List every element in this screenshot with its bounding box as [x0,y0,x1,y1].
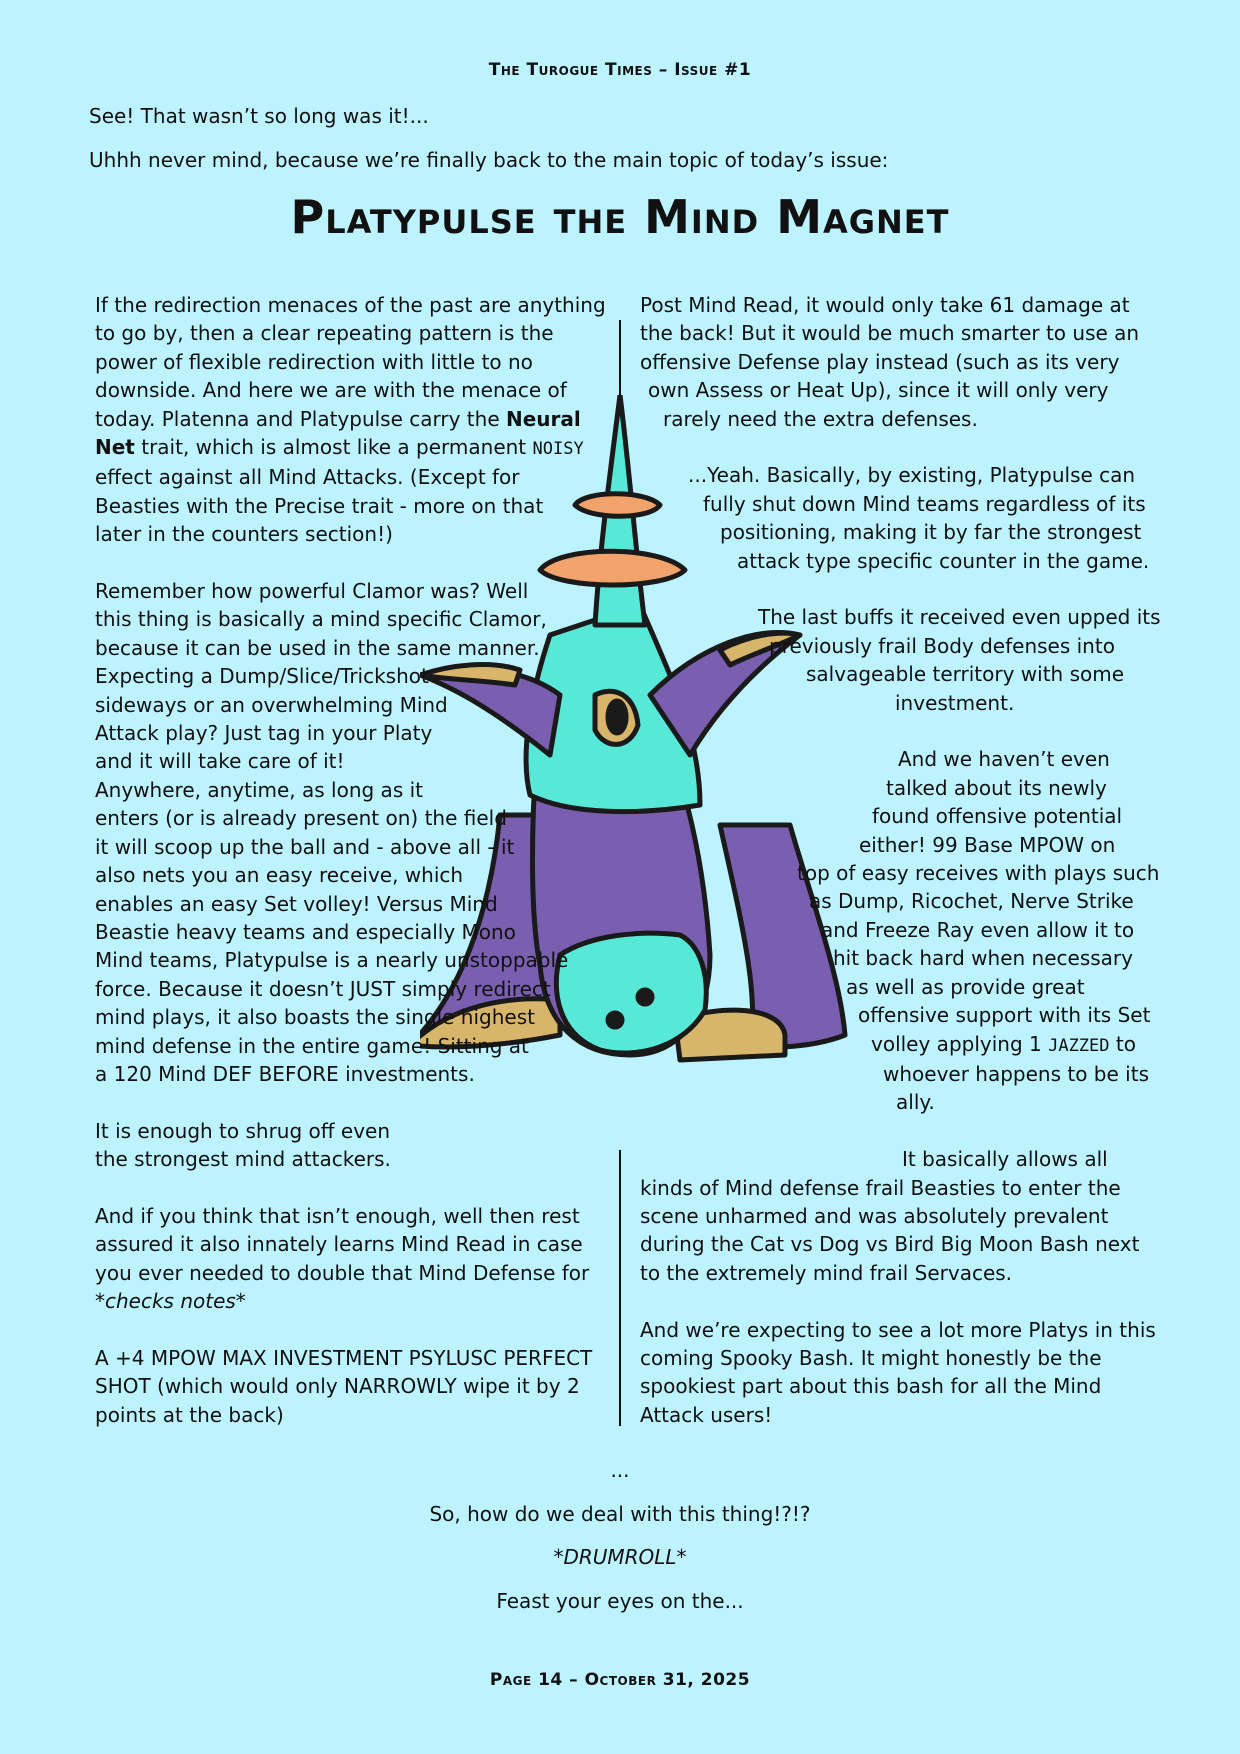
left-column-text-line: enters (or is already present on) the field [95,806,507,831]
right-column-text-line: found offensive potential [872,804,1123,829]
bold-keyword: Neural [505,406,581,431]
right-column-paragraph-gap [640,1117,1160,1145]
left-column-text-line: a 120 Mind DEF BEFORE investments. [95,1061,475,1086]
right-column-text-line: fully shut down Mind teams regardless of its [703,491,1146,516]
left-column-text-line: Mind teams, Platypulse is a nearly unstoppable [95,948,569,973]
closing-ellipsis: ... [610,1458,630,1482]
intro-line-2: Uhhh never mind, because we’re finally back to the main topic of today’s issue: [89,148,889,172]
text-segment: to [1109,1031,1136,1056]
left-column-text-line: also nets you an easy receive, which [95,863,464,888]
right-column-text-line: investment. [895,690,1015,715]
right-column-text-line: spookiest part about this bash for all the Mind [640,1374,1102,1399]
left-column-text-line: If the redirection menaces of the past are anything [95,293,606,317]
right-column-text-line: offensive support with its Set [858,1003,1151,1028]
text-segment: volley applying 1 [871,1031,1049,1056]
left-column-text-line: you ever needed to double that Mind Defense for [95,1260,590,1285]
right-column-text-line: hit back hard when necessary [833,946,1133,971]
column-divider-bottom [619,1150,621,1426]
left-column-text-line [95,433,615,463]
closing-teaser: Feast your eyes on the... [496,1589,744,1613]
right-column-text-line: rarely need the extra defenses. [663,406,978,431]
right-column-text-line: coming Spooky Bash. It might honestly be the [640,1345,1102,1370]
intro-line-1: See! That wasn’t so long was it!... [89,104,429,128]
left-column-text-line: enables an easy Set volley! Versus Mind [95,891,498,916]
left-column-text-line: It is enough to shrug off even [95,1118,391,1143]
right-column-paragraph-gap [640,717,1160,745]
left-column-text-line: power of flexible redirection with little to no [95,349,533,374]
right-column-text-line: ...Yeah. Basically, by existing, Platypulse can [688,463,1136,488]
status-keyword: JAZZED [1048,1035,1110,1056]
left-column-text-line: the strongest mind attackers. [95,1147,391,1172]
closing-drumroll: *DRUMROLL* [553,1545,687,1569]
right-column-text-line: whoever happens to be its [883,1061,1149,1086]
text-segment: trait, which is almost like a permanent [134,435,533,460]
bold-keyword: Net [95,435,135,460]
right-column-text-line: Attack users! [640,1402,773,1427]
left-column-text-line: later in the counters section!) [95,522,393,547]
left-column-paragraph-gap [95,549,615,577]
left-column-text-line: Beasties with the Precise trait - more on that [95,493,544,518]
right-column-text-line: And we haven’t even [898,747,1110,772]
left-column-text-line: points at the back) [95,1402,284,1427]
left-column-text-line: effect against all Mind Attacks. (Except for [95,465,520,490]
left-column-text-line: Attack play? Just tag in your Platy [95,721,433,746]
right-column-text-line: talked about its newly [886,775,1107,800]
text-segment: *checks notes* [95,1289,246,1314]
left-column-text-line: Beastie heavy teams and especially Mono [95,919,516,944]
left-column-text-line: SHOT (which would only NARROWLY wipe it by 2 [95,1374,580,1399]
left-column-text-line: assured it also innately learns Mind Read in case [95,1232,583,1257]
right-column-paragraph-gap [640,575,1160,603]
left-column [95,291,615,1429]
left-column-text-line: to go by, then a clear repeating pattern is the [95,321,554,346]
right-column-text-line: the back! But it would be much smarter to use an [640,321,1140,346]
left-column-text-line: Anywhere, anytime, as long as it [95,777,423,802]
right-column-text-line: And we’re expecting to see a lot more Platys in this [640,1317,1156,1342]
article-title: Platypulse the Mind Magnet [290,190,950,244]
masthead: The Turogue Times – Issue #1 [488,60,752,80]
right-column-text-line: salvageable territory with some [806,662,1125,687]
right-column-text-line: previously frail Body defenses into [769,633,1115,658]
status-keyword: NOISY [532,439,584,460]
right-column-text-line: attack type specific counter in the game. [737,548,1150,573]
right-column-text-line: The last buffs it received even upped its [758,605,1161,630]
closing-question: So, how do we deal with this thing!?!? [429,1502,811,1526]
left-column-text-line: and it will take care of it! [95,749,345,774]
left-column-paragraph-gap [95,1316,615,1344]
right-column-text-line: as well as provide great [846,974,1085,999]
right-column-text-line: own Assess or Heat Up), since it will only very [648,378,1109,403]
left-column-text-line: it will scoop up the ball and - above all - it [95,834,515,859]
right-column-text-line: as Dump, Ricochet, Nerve Strike [809,889,1134,914]
right-column-text-line: offensive Defense play instead (such as its very [640,349,1120,374]
left-column-text-line: Expecting a Dump/Slice/Trickshot [95,664,429,689]
left-column-text-line [95,1287,615,1315]
right-column-text-line: during the Cat vs Dog vs Bird Big Moon Bash next [640,1232,1140,1257]
right-column-text-line: to the extremely mind frail Servaces. [640,1260,1013,1285]
right-column-text-line: either! 99 Base MPOW on [859,832,1116,857]
right-column-text-line: positioning, making it by far the strongest [720,520,1142,545]
left-column-text-line: A +4 MPOW MAX INVESTMENT PSYLUSC PERFECT [95,1345,593,1370]
page-footer: Page 14 – October 31, 2025 [489,1670,751,1690]
right-column-text-line: Post Mind Read, it would only take 61 damage at [640,293,1130,317]
left-column-text-line [95,405,615,433]
text-segment: today. Platenna and Platypulse carry the [95,406,506,431]
right-column [640,291,1160,1429]
left-column-text-line: mind defense in the entire game! Sitting at [95,1033,529,1058]
right-column-text-line: and Freeze Ray even allow it to [821,917,1135,942]
left-column-text-line: force. Because it doesn’t JUST simply redirect [95,976,551,1001]
left-column-paragraph-gap [95,1088,615,1116]
right-column-text-line: top of easy receives with plays such [797,861,1160,886]
right-column-text-line: ally. [896,1090,935,1115]
left-column-paragraph-gap [95,1174,615,1202]
left-column-text-line: mind plays, it also boasts the single highest [95,1005,535,1030]
left-column-text-line: because it can be used in the same manner. [95,635,540,660]
left-column-text-line: And if you think that isn’t enough, well then rest [95,1203,580,1228]
left-column-text-line: Remember how powerful Clamor was? Well [95,579,529,604]
right-column-text-line: It basically allows all [902,1147,1108,1172]
right-column-paragraph-gap [640,1287,1160,1315]
right-column-text-line: scene unharmed and was absolutely prevalent [640,1203,1109,1228]
right-column-text-line: kinds of Mind defense frail Beasties to enter the [640,1175,1121,1200]
left-column-text-line: sideways or an overwhelming Mind [95,692,448,717]
right-column-text-line [640,1030,1160,1060]
left-column-text-line: downside. And here we are with the menace of [95,378,567,403]
right-column-paragraph-gap [640,433,1160,461]
left-column-text-line: this thing is basically a mind specific Clamor, [95,607,547,632]
